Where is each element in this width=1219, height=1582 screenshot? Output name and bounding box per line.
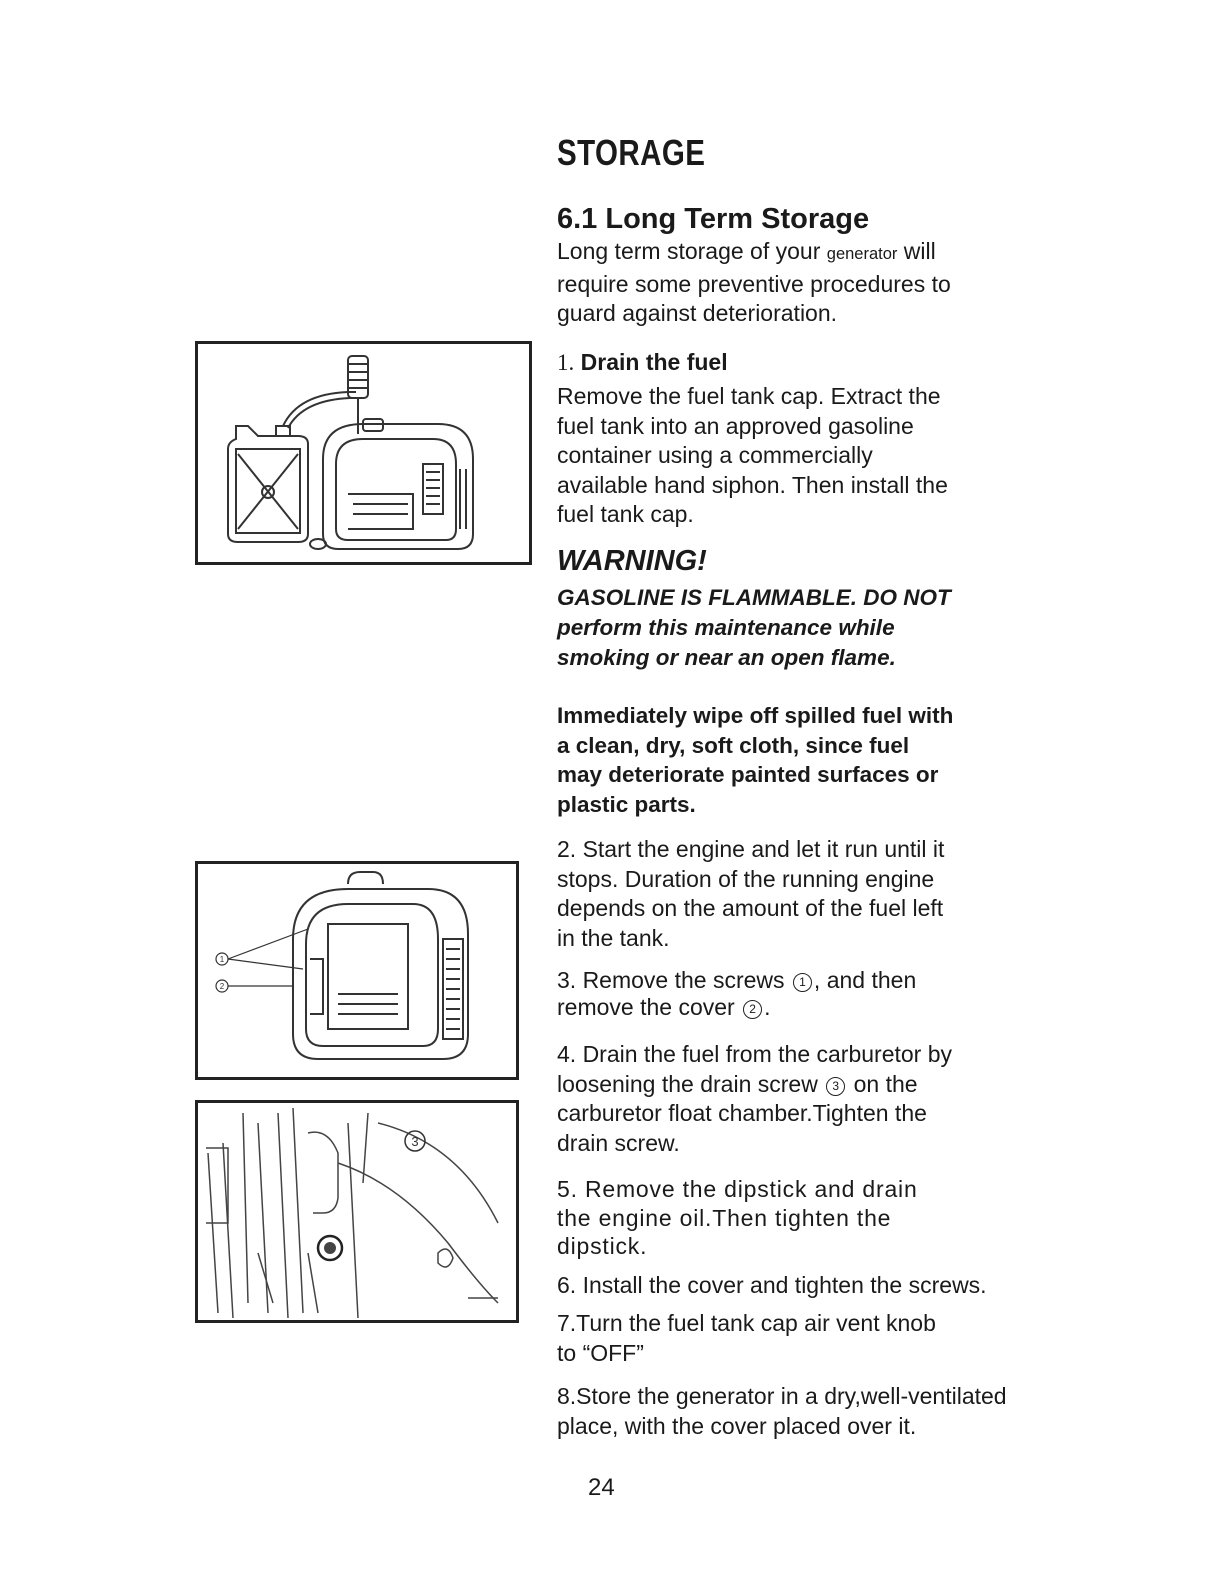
step4-line-4: drain screw.: [557, 1129, 680, 1156]
step5-text: [557, 1175, 918, 1261]
intro-line-1b: will: [897, 238, 936, 264]
step1-text: [557, 382, 948, 530]
step7-line-2: to “OFF”: [557, 1339, 644, 1366]
warning-heading: WARNING!: [557, 545, 707, 577]
warning-text: [557, 583, 951, 673]
caution-text: [557, 701, 953, 819]
step5-line-1: 5. Remove the dipstick and drain: [557, 1176, 918, 1202]
step8-text: [557, 1382, 1007, 1441]
step3-line-2a: remove the cover: [557, 994, 742, 1020]
figure-carburetor-drain: [195, 1100, 519, 1323]
screw-number-1: 1: [793, 973, 812, 992]
warning-line-2: perform this maintenance while: [557, 615, 895, 640]
intro-text: [557, 237, 951, 329]
step4-line-2b: on the: [847, 1070, 918, 1097]
step4-text: [557, 1040, 952, 1158]
step3-text: [557, 967, 916, 1021]
step7-line-1: 7.Turn the fuel tank cap air vent knob: [557, 1310, 936, 1336]
warning-line-1: GASOLINE IS FLAMMABLE. DO NOT: [557, 585, 951, 610]
figure-siphon-fuel: [195, 341, 532, 565]
step4-line-1: 4. Drain the fuel from the carburetor by: [557, 1041, 953, 1067]
caution-line-1: Immediately wipe off spilled fuel with: [557, 703, 954, 728]
step6-line-1: 6. Install the cover and tighten the screws.: [557, 1272, 987, 1298]
step5-line-3: dipstick.: [557, 1233, 648, 1259]
step2-line-2: stops. Duration of the running engine: [557, 865, 935, 892]
intro-generator-word: generator: [826, 245, 898, 263]
caution-line-3: may deteriorate painted surfaces or: [557, 762, 939, 787]
section-heading: 6.1 Long Term Storage: [557, 203, 870, 235]
step1-number: 1.: [557, 350, 575, 375]
step1-title: Drain the fuel: [580, 349, 728, 375]
siphon-illustration: [198, 344, 529, 562]
step7-text: [557, 1309, 936, 1368]
step1-line-2: fuel tank into an approved gasoline: [557, 412, 914, 439]
page-number: 24: [588, 1474, 615, 1501]
step4-line-3: carburetor float chamber.Tighten the: [557, 1100, 927, 1126]
fig2-callout-1: 1: [219, 955, 225, 964]
step4-line-2a: loosening the drain screw: [557, 1070, 825, 1097]
step2-line-1: 2. Start the engine and let it run until it: [557, 836, 945, 862]
page-title: STORAGE: [557, 132, 706, 173]
intro-line-2: require some preventive procedures to: [557, 270, 951, 297]
step1-line-1: Remove the fuel tank cap. Extract the: [557, 383, 941, 409]
step1-line-5: fuel tank cap.: [557, 501, 694, 527]
cover-number-2: 2: [743, 1000, 762, 1019]
step1-line-3: container using a commercially: [557, 442, 873, 468]
step2-text: [557, 835, 944, 953]
step8-line-1: 8.Store the generator in a dry,well-ventilated: [557, 1383, 1007, 1409]
warning-line-3: smoking or near an open flame.: [557, 645, 896, 670]
fig3-callout-3: 3: [411, 1134, 419, 1149]
step3-line-2b: .: [764, 994, 771, 1020]
step3-line-1a: 3. Remove the screws: [557, 967, 791, 993]
intro-line-3: guard against deterioration.: [557, 300, 838, 326]
step5-line-2: the engine oil.Then tighten the: [557, 1204, 892, 1231]
generator-cover-illustration: [198, 864, 516, 1077]
carburetor-drain-illustration: [198, 1103, 516, 1320]
figure-generator-cover: [195, 861, 519, 1080]
step3-line-1b: , and then: [813, 967, 917, 993]
caution-line-2: a clean, dry, soft cloth, since fuel: [557, 732, 910, 758]
step2-line-3: depends on the amount of the fuel left: [557, 895, 944, 921]
intro-line-1a: Long term storage of your: [557, 238, 827, 264]
step2-line-4: in the tank.: [557, 924, 670, 951]
caution-line-4: plastic parts.: [557, 791, 696, 817]
step1-heading: [557, 348, 728, 378]
step6-text: [557, 1271, 987, 1301]
fig2-callout-2: 2: [219, 982, 225, 991]
step8-line-2: place, with the cover placed over it.: [557, 1412, 917, 1439]
drain-screw-number-3: 3: [826, 1077, 845, 1096]
step1-line-4: available hand siphon. Then install the: [557, 471, 948, 498]
